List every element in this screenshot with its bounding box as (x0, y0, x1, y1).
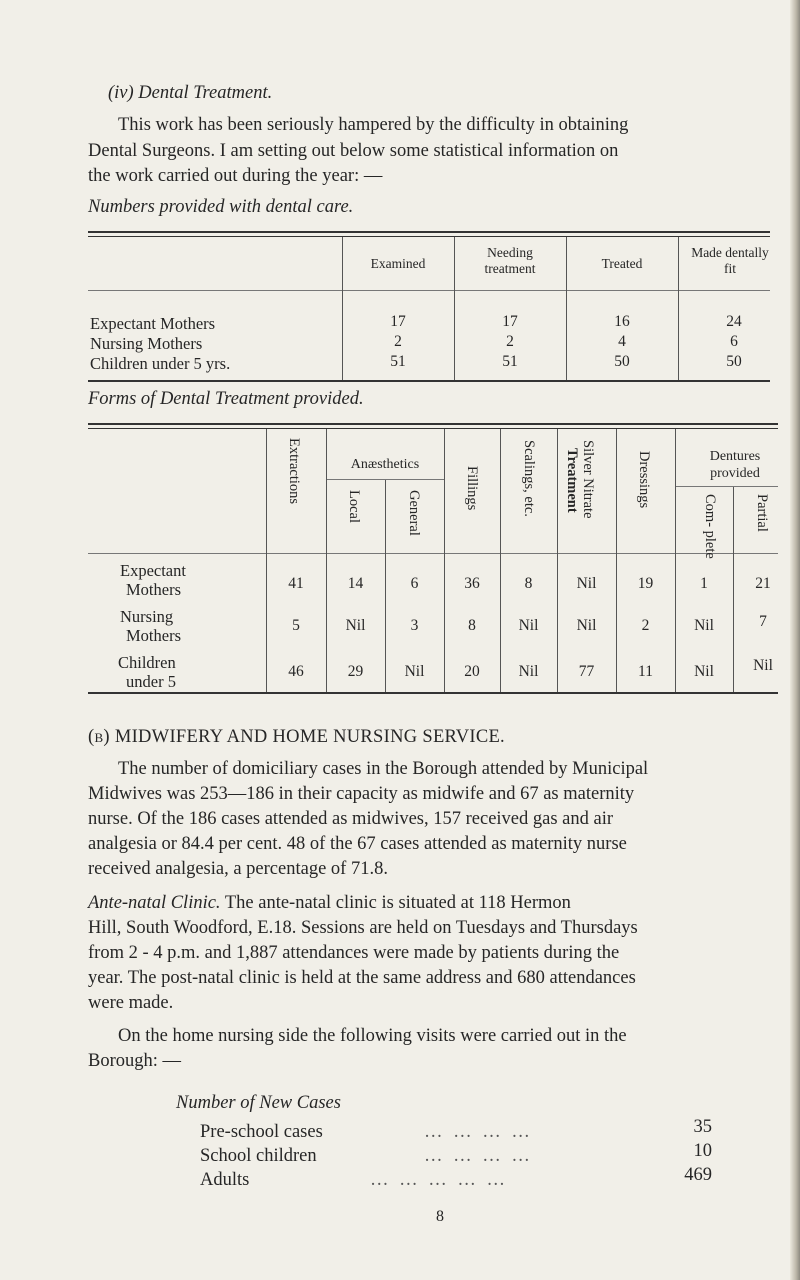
row-label: Nursing Mothers (90, 334, 203, 353)
table1-caption: Numbers provided with dental care. (88, 197, 354, 217)
cell: Nil (753, 657, 773, 674)
home-nursing-line: On the home nursing side the following visits were carried out in the (118, 1026, 627, 1046)
cell: 77 (578, 663, 595, 680)
table2-col-divider (557, 429, 558, 692)
midwifery-line: analgesia or 84.4 per cent. 48 of the 67 cases attended as maternity nurse (88, 834, 627, 854)
midwifery-line: The number of domiciliary cases in the Borough attended by Municipal (118, 759, 649, 779)
row-label: Nursing (120, 607, 174, 626)
cell: Nil (694, 663, 714, 680)
cell: Nil (576, 617, 597, 634)
header-silver-treatment: Treatment (564, 448, 580, 513)
midwifery-line: Midwives was 253—186 in their capacity as midwife and 67 as maternity (88, 784, 635, 804)
cell: 1 (700, 575, 708, 592)
table2-caption: Forms of Dental Treatment provided. (88, 389, 364, 409)
row-label: Children under 5 yrs. (90, 354, 231, 373)
cell: 41 (288, 575, 304, 592)
section-heading: (iv) Dental Treatment. (108, 83, 273, 103)
table1-bottom-rule (88, 380, 770, 382)
cell: 2 (641, 617, 650, 634)
list-item-value: 469 (684, 1165, 712, 1185)
cell: 46 (288, 663, 304, 680)
header-silver-nitrate: Silver Nitrate (580, 440, 596, 519)
cell: 6 (730, 333, 738, 350)
intro-line-3: the work carried out during the year: — (88, 166, 383, 186)
table2-col-divider (444, 429, 445, 692)
intro-line-1: This work has been seriously hampered by the difficulty in obtaining (118, 115, 629, 135)
new-cases-heading: Number of New Cases (176, 1093, 341, 1113)
header-dressings: Dressings (636, 451, 652, 509)
antenatal-line: year. The post-natal clinic is held at the same address and 680 attendances (88, 968, 636, 988)
header-general: General (406, 490, 422, 536)
antenatal-line: Hill, South Woodford, E.18. Sessions are held on Tuesdays and Thursdays (88, 918, 638, 938)
table1-header-needing: Needing treatment (484, 245, 536, 276)
antenatal-first-line (88, 892, 571, 914)
cell: 4 (618, 333, 626, 350)
cell: 19 (637, 575, 654, 592)
row-label: Mothers (126, 580, 181, 599)
table2-top-rule (88, 423, 778, 425)
cell: 16 (614, 313, 630, 330)
row-label: under 5 (126, 672, 176, 691)
antenatal-line: from 2 - 4 p.m. and 1,887 attendances were made by patients during the (88, 943, 620, 963)
cell: 36 (464, 575, 480, 592)
cell: 2 (506, 333, 514, 350)
cell: 7 (759, 613, 767, 630)
header-extractions: Extractions (286, 438, 302, 505)
page-edge-shadow (790, 0, 800, 1280)
table1-header-treated: Treated (601, 256, 643, 271)
cell: 14 (347, 575, 364, 592)
cell: 6 (410, 575, 419, 592)
cell: 11 (638, 663, 653, 680)
list-item-label: Adults (200, 1170, 250, 1190)
row-label: Expectant (120, 561, 186, 580)
leader-dots: … … … … … (370, 1170, 508, 1190)
page-number: 8 (436, 1208, 444, 1225)
dentures-subrule (675, 486, 778, 487)
antenatal-label: Ante-natal Clinic. (88, 893, 221, 913)
cell: Nil (518, 617, 539, 634)
leader-dots: … … … … (424, 1146, 533, 1166)
header-anaesthetics: Anæsthetics (350, 457, 420, 472)
cell: 8 (468, 617, 476, 634)
list-item-value: 35 (693, 1117, 712, 1137)
table1-top-rule-2 (88, 236, 770, 237)
header-scalings: Scalings, etc. (521, 440, 537, 517)
cell: 24 (726, 313, 742, 330)
header-fillings: Fillings (464, 466, 480, 511)
midwifery-heading: (b) MIDWIFERY AND HOME NURSING SERVICE. (88, 727, 505, 747)
cell: 20 (464, 663, 480, 680)
header-partial: Partial (754, 494, 770, 532)
list-item-label: Pre-school cases (200, 1122, 323, 1142)
header-dentures: Dentures provided (709, 449, 761, 481)
home-nursing-line: Borough: — (88, 1051, 182, 1071)
row-label: Children (118, 653, 176, 672)
list-item-value: 10 (693, 1141, 712, 1161)
midwifery-line: received analgesia, a percentage of 71.8. (88, 859, 388, 879)
cell: 50 (726, 353, 742, 370)
header-local: Local (346, 490, 362, 524)
row-label: Mothers (126, 626, 181, 645)
table1-header-made-fit: Made dentally fit (691, 245, 769, 276)
cell: 17 (390, 313, 406, 330)
antenatal-line: were made. (88, 993, 174, 1013)
midwifery-line: nurse. Of the 186 cases attended as midwives, 157 received gas and air (88, 809, 614, 829)
table1-header-rule (88, 290, 770, 291)
table2-col-divider (266, 429, 267, 692)
cell: Nil (345, 617, 366, 634)
cell: Nil (404, 663, 425, 680)
list-item-label: School children (200, 1146, 317, 1166)
cell: 3 (410, 617, 419, 634)
cell: 17 (502, 313, 518, 330)
row-label: Expectant Mothers (90, 314, 216, 333)
table2-col-divider (500, 429, 501, 692)
cell: Nil (518, 663, 539, 680)
leader-dots: … … … … (424, 1122, 533, 1142)
table2-col-divider (616, 429, 617, 692)
cell: 51 (390, 353, 406, 370)
cell: 51 (502, 353, 518, 370)
intro-line-2: Dental Surgeons. I am setting out below some statistical information on (88, 141, 619, 161)
cell: Nil (694, 617, 714, 634)
cell: 50 (614, 353, 630, 370)
table2-bottom-rule (88, 692, 778, 694)
cell: 5 (292, 617, 300, 634)
header-complete: Com- plete (702, 494, 718, 559)
table1-header-examined: Examined (370, 256, 426, 271)
table1-top-rule (88, 231, 770, 233)
cell: 21 (755, 575, 771, 592)
antenatal-text: The ante-natal clinic is situated at 118 Hermon (220, 893, 571, 913)
cell: 2 (394, 333, 402, 350)
table2-col-divider (675, 429, 676, 692)
cell: Nil (576, 575, 597, 592)
cell: 29 (347, 663, 364, 680)
cell: 8 (524, 575, 533, 592)
